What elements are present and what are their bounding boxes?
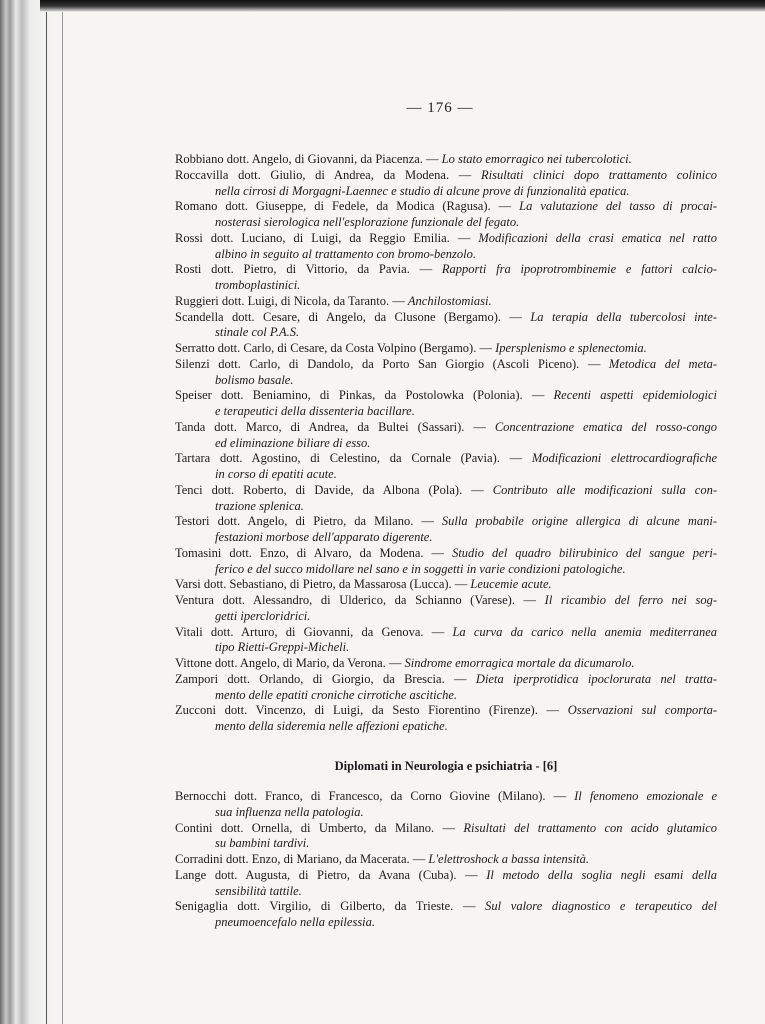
- entry-first-line: [175, 294, 717, 310]
- list-item: [175, 168, 717, 200]
- entry-title-continuation: ed eliminazione biliare di esso.: [215, 435, 371, 450]
- entry-title-continuation: bolismo basale.: [215, 372, 294, 387]
- entry-title: Lo stato emorragico nei tubercolotici.: [441, 152, 632, 166]
- entry-first-line: [175, 625, 717, 641]
- entry-title-continuation: nella cirrosi di Morgagni-Laennec e studio di alcune prove di funzionalità epatica.: [215, 183, 630, 198]
- entry-author: Tanda dott. Marco, di Andrea, da Bultei (Sassari). —: [175, 419, 486, 434]
- entry-title: Metodica del meta-: [608, 356, 718, 371]
- entry-title: Concentrazione ematica del rosso-congo: [494, 419, 718, 434]
- entry-title: Leucemie acute.: [470, 577, 552, 592]
- entry-title: La curva da carico nella anemia mediterranea: [452, 624, 718, 639]
- entry-title-continuation: e terapeutici della dissenteria bacillare.: [215, 404, 415, 418]
- entry-title-continuation: getti ipercloridrici.: [215, 608, 311, 623]
- entry-author: Serratto dott. Carlo, di Cesare, da Costa Volpino (Bergamo). —: [175, 341, 492, 355]
- entry-author: Rossi dott. Luciano, di Luigi, da Reggio Emilia. —: [175, 230, 471, 245]
- entry-author: Zampori dott. Orlando, di Giorgio, da Brescia. —: [175, 671, 467, 686]
- list-item: [175, 451, 717, 483]
- entry-author: Rosti dott. Pietro, di Vittorio, da Pavia. —: [175, 262, 433, 277]
- entry-title-continuation: albino in seguito al trattamento con bromo-benzolo.: [215, 246, 476, 261]
- entry-first-line: [175, 388, 717, 404]
- list-item: [175, 625, 717, 657]
- scan-line: [62, 0, 63, 1024]
- entry-first-line: [175, 168, 717, 184]
- entry-title-continuation: nosterasi sierologica nell'esplorazione funzionale del fegato.: [215, 215, 520, 229]
- entry-author: Ruggieri dott. Luigi, di Nicola, da Taranto. —: [175, 293, 405, 308]
- entry-author: Tomasini dott. Enzo, di Alvaro, da Modena. —: [175, 545, 445, 560]
- entry-author: Tartara dott. Agostino, di Celestino, da Cornale (Pavia). —: [175, 451, 523, 466]
- entry-title: Anchilostomiasi.: [407, 293, 492, 308]
- entry-title: Dieta iperprotidica ipoclorurata nel tratta-: [475, 671, 718, 686]
- entry-title: Il ricambio del ferro nei sog-: [544, 593, 718, 607]
- entry-list-medicine: [175, 152, 717, 735]
- entry-title-continuation: festazioni morbose dell'apparato digerente.: [215, 530, 433, 544]
- entry-title-continuation: tipo Rietti-Greppi-Micheli.: [215, 640, 350, 655]
- page-number: — 176 —: [406, 100, 474, 116]
- entry-title: Modificazioni elettrocardiografiche: [531, 451, 718, 466]
- entry-title-continuation: tromboplastinici.: [215, 278, 301, 292]
- entry-title-continuation: mento delle epatiti croniche cirrotiche ascitiche.: [215, 687, 458, 702]
- list-item: [175, 703, 717, 735]
- entry-first-line: [175, 789, 717, 805]
- entry-author: Romano dott. Giuseppe, di Fedele, da Modica (Ragusa). —: [175, 199, 512, 214]
- list-item: [175, 656, 717, 672]
- entry-title: Osservazioni sul comporta-: [567, 703, 717, 718]
- list-item: [175, 262, 717, 294]
- entry-author: Vitali dott. Arturo, di Giovanni, da Genova. —: [175, 624, 445, 639]
- entry-first-line: [175, 152, 717, 168]
- entry-author: Contini dott. Ornella, di Umberto, da Milano. —: [175, 820, 456, 835]
- list-item: [175, 388, 717, 420]
- list-item: [175, 341, 717, 357]
- entry-title-continuation: sensibilità tattile.: [215, 883, 302, 898]
- list-item: [175, 514, 717, 546]
- entry-first-line: [175, 231, 717, 247]
- entry-list-neurology: [175, 789, 717, 931]
- list-item: [175, 852, 717, 868]
- entry-author: Corradini dott. Enzo, di Mariano, da Macerata. —: [175, 852, 426, 866]
- entry-first-line: [175, 483, 717, 499]
- entry-first-line: [175, 852, 717, 868]
- entry-title: Sindrome emorragica mortale da dicumarolo.: [404, 656, 635, 670]
- entry-first-line: [175, 262, 717, 278]
- entry-first-line: [175, 514, 717, 530]
- scan-line: [46, 0, 47, 1024]
- entry-title: Il metodo della soglia negli esami della: [486, 867, 718, 882]
- entry-title: La valutazione del tasso di procai-: [519, 199, 717, 214]
- entry-author: Vittone dott. Angelo, di Mario, da Verona. —: [175, 656, 402, 670]
- entry-title: Rapporti fra ipoprotrombinemie e fattori calcio-: [441, 262, 717, 277]
- entry-author: Zucconi dott. Vincenzo, di Luigi, da Sesto Fiorentino (Firenze). —: [175, 703, 560, 718]
- list-item: [175, 821, 717, 853]
- entry-first-line: [175, 341, 717, 357]
- entry-author: Tenci dott. Roberto, di Davide, da Albona (Pola). —: [175, 482, 484, 497]
- list-item: [175, 868, 717, 900]
- list-item: [175, 672, 717, 704]
- entry-first-line: [175, 593, 717, 609]
- list-item: [175, 199, 717, 231]
- list-item: [175, 546, 717, 578]
- list-item: [175, 231, 717, 263]
- entry-title-continuation: in corso di epatiti acute.: [215, 467, 337, 481]
- entry-first-line: [175, 310, 717, 326]
- entry-author: Silenzi dott. Carlo, di Dandolo, da Porto San Giorgio (Ascoli Piceno). —: [175, 356, 601, 371]
- entry-title: La terapia della tubercolosi inte-: [530, 309, 717, 324]
- entry-author: Scandella dott. Cesare, di Angelo, da Clusone (Bergamo). —: [175, 309, 522, 324]
- entry-first-line: [175, 656, 717, 672]
- entry-author: Speiser dott. Beniamino, di Pinkas, da Postolowka (Polonia). —: [175, 388, 545, 403]
- entry-title: L'elettroshock a bassa intensità.: [428, 852, 589, 866]
- entry-title: Studio del quadro bilirubinico del sangue peri-: [452, 545, 717, 560]
- list-item: [175, 152, 717, 168]
- entry-first-line: [175, 357, 717, 373]
- entry-first-line: [175, 672, 717, 688]
- entry-title: Il fenomeno emozionale e: [574, 789, 717, 803]
- list-item: [175, 593, 717, 625]
- entry-title: Modificazioni della crasi ematica nel ratto: [478, 230, 717, 245]
- entry-author: Roccavilla dott. Giulio, di Andrea, da Modena. —: [175, 167, 472, 182]
- entry-first-line: [175, 199, 717, 215]
- scan-border-left: [0, 0, 70, 1024]
- list-item: [175, 899, 717, 931]
- entry-first-line: [175, 868, 717, 884]
- list-item: [175, 577, 717, 593]
- entry-author: Varsi dott. Sebastiano, di Pietro, da Massarosa (Lucca). —: [175, 577, 468, 592]
- entry-first-line: [175, 451, 717, 467]
- list-item: [175, 357, 717, 389]
- section-heading: Diplomati in Neurologia e psichiatria - [6]: [334, 759, 558, 773]
- list-item: [175, 483, 717, 515]
- list-item: [175, 420, 717, 452]
- entry-author: Senigaglia dott. Virgilio, di Gilberto, da Trieste. —: [175, 899, 476, 914]
- entry-title: Ipersplenismo e splenectomia.: [495, 341, 647, 355]
- entry-author: Robbiano dott. Angelo, di Giovanni, da Piacenza. —: [175, 152, 439, 166]
- entry-title-continuation: sua influenza nella patologia.: [215, 804, 364, 819]
- entry-title: Risultati clinici dopo trattamento colinico: [481, 167, 718, 182]
- entry-first-line: [175, 577, 717, 593]
- list-item: [175, 294, 717, 310]
- entry-title-continuation: trazione splenica.: [215, 498, 304, 513]
- entry-title-continuation: stinale col P.A.S.: [215, 325, 300, 340]
- scan-border-top: [40, 0, 765, 12]
- entry-author: Testori dott. Angelo, di Pietro, da Milano. —: [175, 514, 434, 529]
- entry-title-continuation: ferico e del succo midollare nel sano e in soggetti in varie condizioni patologiche.: [215, 561, 626, 576]
- entry-first-line: [175, 821, 717, 837]
- entry-title-continuation: su bambini tardivi.: [215, 836, 310, 851]
- entry-first-line: [175, 546, 717, 562]
- entry-first-line: [175, 420, 717, 436]
- entry-title-continuation: mento della sideremia nelle affezioni epatiche.: [215, 719, 448, 733]
- entry-title-continuation: pneumoencefalo nella epilessia.: [215, 915, 376, 929]
- entry-first-line: [175, 703, 717, 719]
- list-item: [175, 789, 717, 821]
- entry-title: Sulla probabile origine allergica di alcune mani-: [441, 514, 717, 529]
- entry-title: Sul valore diagnostico e terapeutico del: [485, 899, 717, 914]
- entry-author: Lange dott. Augusta, di Pietro, da Avana (Cuba). —: [175, 867, 478, 882]
- entry-author: Bernocchi dott. Franco, di Francesco, da Corno Giovine (Milano). —: [175, 789, 567, 803]
- list-item: [175, 310, 717, 342]
- entry-title: Contributo alle modificazioni sulla con-: [492, 482, 718, 497]
- entry-title: Recenti aspetti epidemiologici: [553, 388, 718, 403]
- entry-first-line: [175, 899, 717, 915]
- entry-author: Ventura dott. Alessandro, di Ulderico, da Schianno (Varese). —: [175, 593, 537, 607]
- entry-title: Risultati del trattamento con acido glutamico: [463, 820, 718, 835]
